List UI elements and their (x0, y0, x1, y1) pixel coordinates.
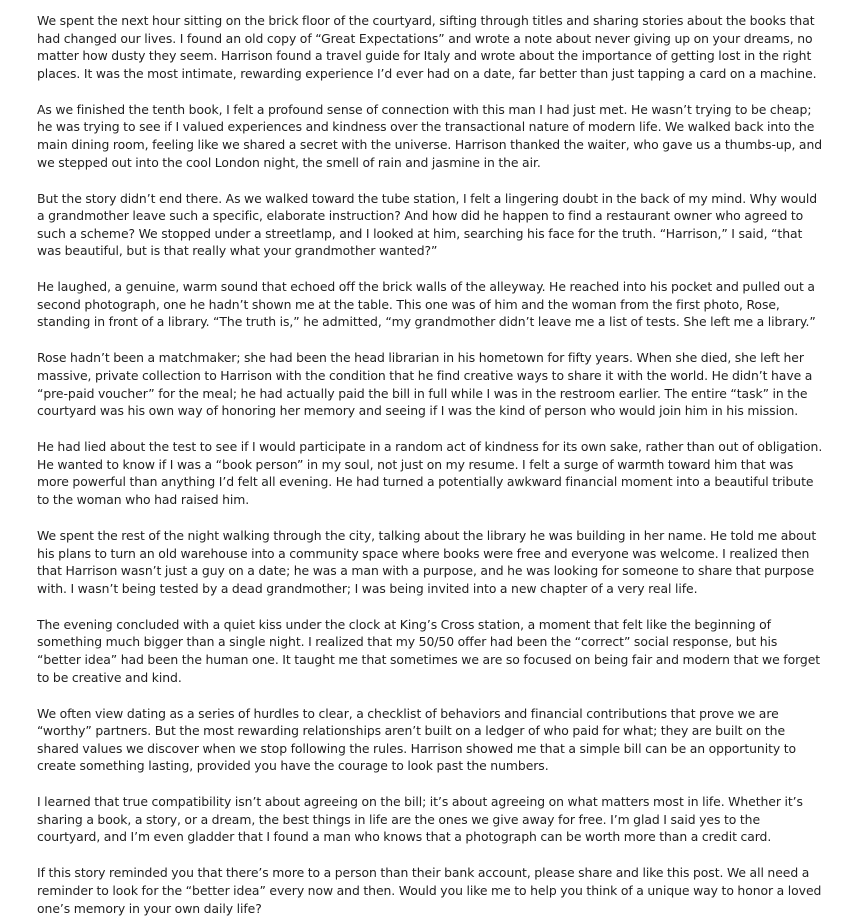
paragraph-3: But the story didn’t end there. As we walked toward the tube station, I felt a lingering doubt in the back of my mind. Why would a grandmother leave such a specific, elaborate instruction? And how did he happen to find a restaurant owner who agreed to such a scheme? We stopped under a streetlamp, and I looked at him, searching his face for the truth. “Harrison,” I said, “that was beautiful, but is that really what your grandmother wanted?” (37, 190, 818, 259)
paragraph-9: We often view dating as a series of hurdles to clear, a checklist of behaviors and financial contributions that prove we are “worthy” partners. But the most rewarding relationships aren’t built on a ledger of who paid for what; they are built on the shared values we discover when we stop following the rules. Harrison showed me that a simple bill can be an opportunity to create something lasting, provided you have the courage to look past the numbers. (37, 705, 797, 774)
paragraph-10: I learned that true compatibility isn’t about agreeing on the bill; it’s about agreeing on what matters most in life. Whether it’s sharing a book, a story, or a dream, the best things in life are the ones we give away for free. I’m glad I said yes to the courtyard, and I’m even gladder that I found a man who knows that a photograph can be worth more than a credit card. (37, 794, 803, 845)
paragraph-7: We spent the rest of the night walking through the city, talking about the library he was building in her name. He told me about his plans to turn an old warehouse into a community space where books were free and everyone was welcome. I realized then that Harrison wasn’t just a guy on a date; he was a man with a purpose, and he was looking for someone to share that purpose with. I wasn’t being tested by a dead grandmother; I was being invited into a new chapter of a very real life. (37, 528, 817, 596)
paragraph-6: He had lied about the test to see if I would participate in a random act of kindness for its own sake, rather than out of obligation. He wanted to know if I was a “book person” in my soul, not just on my resume. I felt a surge of warmth toward him that was more powerful than anything I’d felt all evening. He had turned a potentially awkward financial moment into a beautiful tribute to the woman who had raised him. (37, 439, 823, 508)
paragraph-1: We spent the next hour sitting on the brick floor of the courtyard, sifting through titles and sharing stories about the books that had changed our lives. I found an old copy of “Great Expectations” and wrote a note about never giving up on your dreams, no matter how dusty they seem. Harrison found a travel guide for Italy and wrote about the importance of getting lost in the right places. It was the most intimate, rewarding experience I’d ever had on a date, far better than just tapping a card on a machine. (37, 13, 817, 81)
paragraph-8: The evening concluded with a quiet kiss under the clock at King’s Cross station, a moment that felt like the beginning of something much bigger than a single night. I realized that my 50/50 offer had been the “correct” social response, but his “better idea” had been the human one. It taught me that sometimes we are so focused on being fair and modern that we forget to be creative and kind. (37, 616, 821, 685)
paragraph-4: He laughed, a genuine, warm sound that echoed off the brick walls of the alleyway. He reached into his pocket and pulled out a second photograph, one he hadn’t shown me at the table. This one was of him and the woman from the first photo, Rose, standing in front of a library. “The truth is,” he admitted, “my grandmother didn’t leave me a list of tests. She left me a library.” (37, 279, 816, 330)
paragraph-5: Rose hadn’t been a matchmaker; she had been the head librarian in his hometown for fifty years. When she died, she left her massive, private collection to Harrison with the condition that he find creative ways to share it with the world. He didn’t have a “pre-paid voucher” for the meal; he had actually paid the bill in full while I was in the restroom earlier. The entire “task” in the courtyard was his own way of honoring her memory and seeing if I was the kind of person who would join him in his mission. (37, 350, 813, 419)
paragraph-11: If this story reminded you that there’s more to a person than their bank account, please share and like this post. We all need a reminder to look for the “better idea” every now and then. Would you like me to help you think of a unique way to honor a loved one’s memory in your own daily life? (37, 865, 822, 916)
paragraph-2: As we finished the tenth book, I felt a profound sense of connection with this man I had just met. He wasn’t trying to be cheap; he was trying to see if I valued experiences and kindness over the transactional nature of modern life. We walked back into the main dining room, feeling like we shared a secret with the universe. Harrison thanked the waiter, who gave us a thumbs-up, and we stepped out into the cool London night, the smell of rain and jasmine in the air. (37, 101, 823, 170)
